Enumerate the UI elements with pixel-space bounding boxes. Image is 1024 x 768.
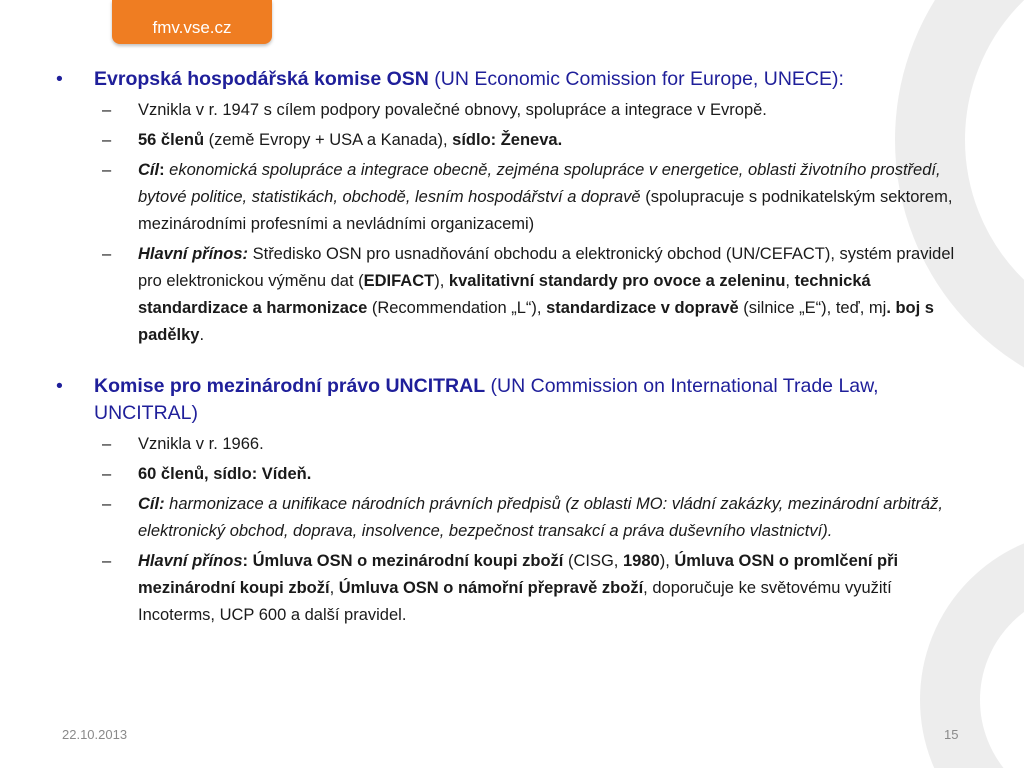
item-bold: sídlo: Ženeva. [452, 131, 563, 149]
dash-icon: – [102, 435, 112, 453]
item-text: ), [659, 552, 675, 570]
list-item [56, 157, 956, 238]
bullet-icon: • [56, 375, 63, 397]
list-item [56, 97, 956, 124]
dash-icon: – [102, 161, 112, 179]
slide-content [56, 66, 956, 632]
list-item [56, 548, 956, 629]
bullet-icon: • [56, 68, 63, 90]
list-item [56, 127, 956, 154]
page-number: 15 [944, 727, 959, 742]
list-item [56, 461, 956, 488]
item-bold-italic: Cíl: [138, 495, 165, 513]
list-item [56, 241, 956, 349]
dash-icon: – [102, 245, 112, 263]
item-bold: technická standardizace a harmonizace [138, 272, 871, 317]
item-text: , [329, 579, 339, 597]
item-bold: Úmluva OSN o námořní přepravě zboží [338, 579, 644, 597]
item-italic: harmonizace a unifikace národních právních předpisů (z oblasti MO: vládní zakázky, mezinárodní arbitráž, elektronický obchod, doprava, insolvence, bezpečnost transakcí a práva duševního vlastnictví). [138, 495, 943, 540]
item-text: (Recommendation „L“), [367, 299, 547, 317]
section-heading-unece [56, 66, 956, 93]
item-text: (silnice „E“), teď, mj [738, 299, 887, 317]
list-item [56, 431, 956, 458]
item-text: Středisko OSN pro usnadňování obchodu a elektronický obchod (UN/CEFACT), systém pravidel pro elektronickou výměnu dat ( [138, 245, 955, 290]
item-italic: ekonomická spolupráce a integrace obecně, zejména spolupráce v energetice, oblasti životního prostředí, bytové politice, statistikách, obchodě, lesním hospodářství a dopravě [138, 161, 941, 206]
item-text: ), [434, 272, 449, 290]
item-text: . [199, 326, 205, 344]
heading-bold: Evropská hospodářská komise OSN [94, 68, 429, 90]
item-text: , doporučuje ke světovému využití Incoterms, UCP 600 a další pravidel. [138, 579, 892, 624]
item-bold: kvalitativní standardy pro ovoce a zeleninu [448, 272, 786, 290]
item-bold-italic: Hlavní přínos: [138, 245, 249, 263]
list-item [56, 491, 956, 545]
item-bold: Úmluva OSN o promlčení při mezinárodní koupi zboží [138, 552, 899, 597]
item-bold: : [159, 161, 165, 179]
dash-icon: – [102, 101, 112, 119]
item-bold: standardizace v dopravě [546, 299, 739, 317]
item-bold: 1980 [622, 552, 660, 570]
heading-bold: Komise pro mezinárodní právo UNCITRAL [94, 375, 486, 397]
item-text: Vznikla v r. 1947 s cílem podpory povalečné obnovy, spolupráce a integrace v Evropě. [138, 101, 767, 119]
heading-rest: (UN Economic Comission for Europe, UNECE): [428, 68, 844, 90]
dash-icon: – [102, 131, 112, 149]
logo-tab[interactable]: fmv.vse.cz [112, 0, 272, 44]
item-text: , [785, 272, 795, 290]
section-heading-uncitral [56, 373, 956, 427]
item-text: (spolupracuje s podnikatelským sektorem, mezinárodními profesními a nevládními organizacemi) [138, 188, 953, 233]
item-bold: 56 členů [138, 131, 205, 149]
dash-icon: – [102, 552, 112, 570]
item-text: (CISG, [563, 552, 623, 570]
item-text: (země Evropy + USA a Kanada), [204, 131, 453, 149]
dash-icon: – [102, 495, 112, 513]
item-bold: . boj s padělky [138, 299, 934, 344]
item-bold: : Úmluva OSN o mezinárodní koupi zboží [242, 552, 564, 570]
item-bold-italic: Cíl [138, 161, 160, 179]
item-bold: 60 členů, sídlo: Vídeň. [138, 465, 312, 483]
footer-date: 22.10.2013 [62, 727, 128, 742]
heading-rest: (UN Commission on International Trade Law, UNCITRAL) [94, 375, 879, 424]
item-bold: EDIFACT [363, 272, 435, 290]
item-bold-italic: Hlavní přínos [138, 552, 243, 570]
item-text: Vznikla v r. 1966. [138, 435, 264, 453]
dash-icon: – [102, 465, 112, 483]
